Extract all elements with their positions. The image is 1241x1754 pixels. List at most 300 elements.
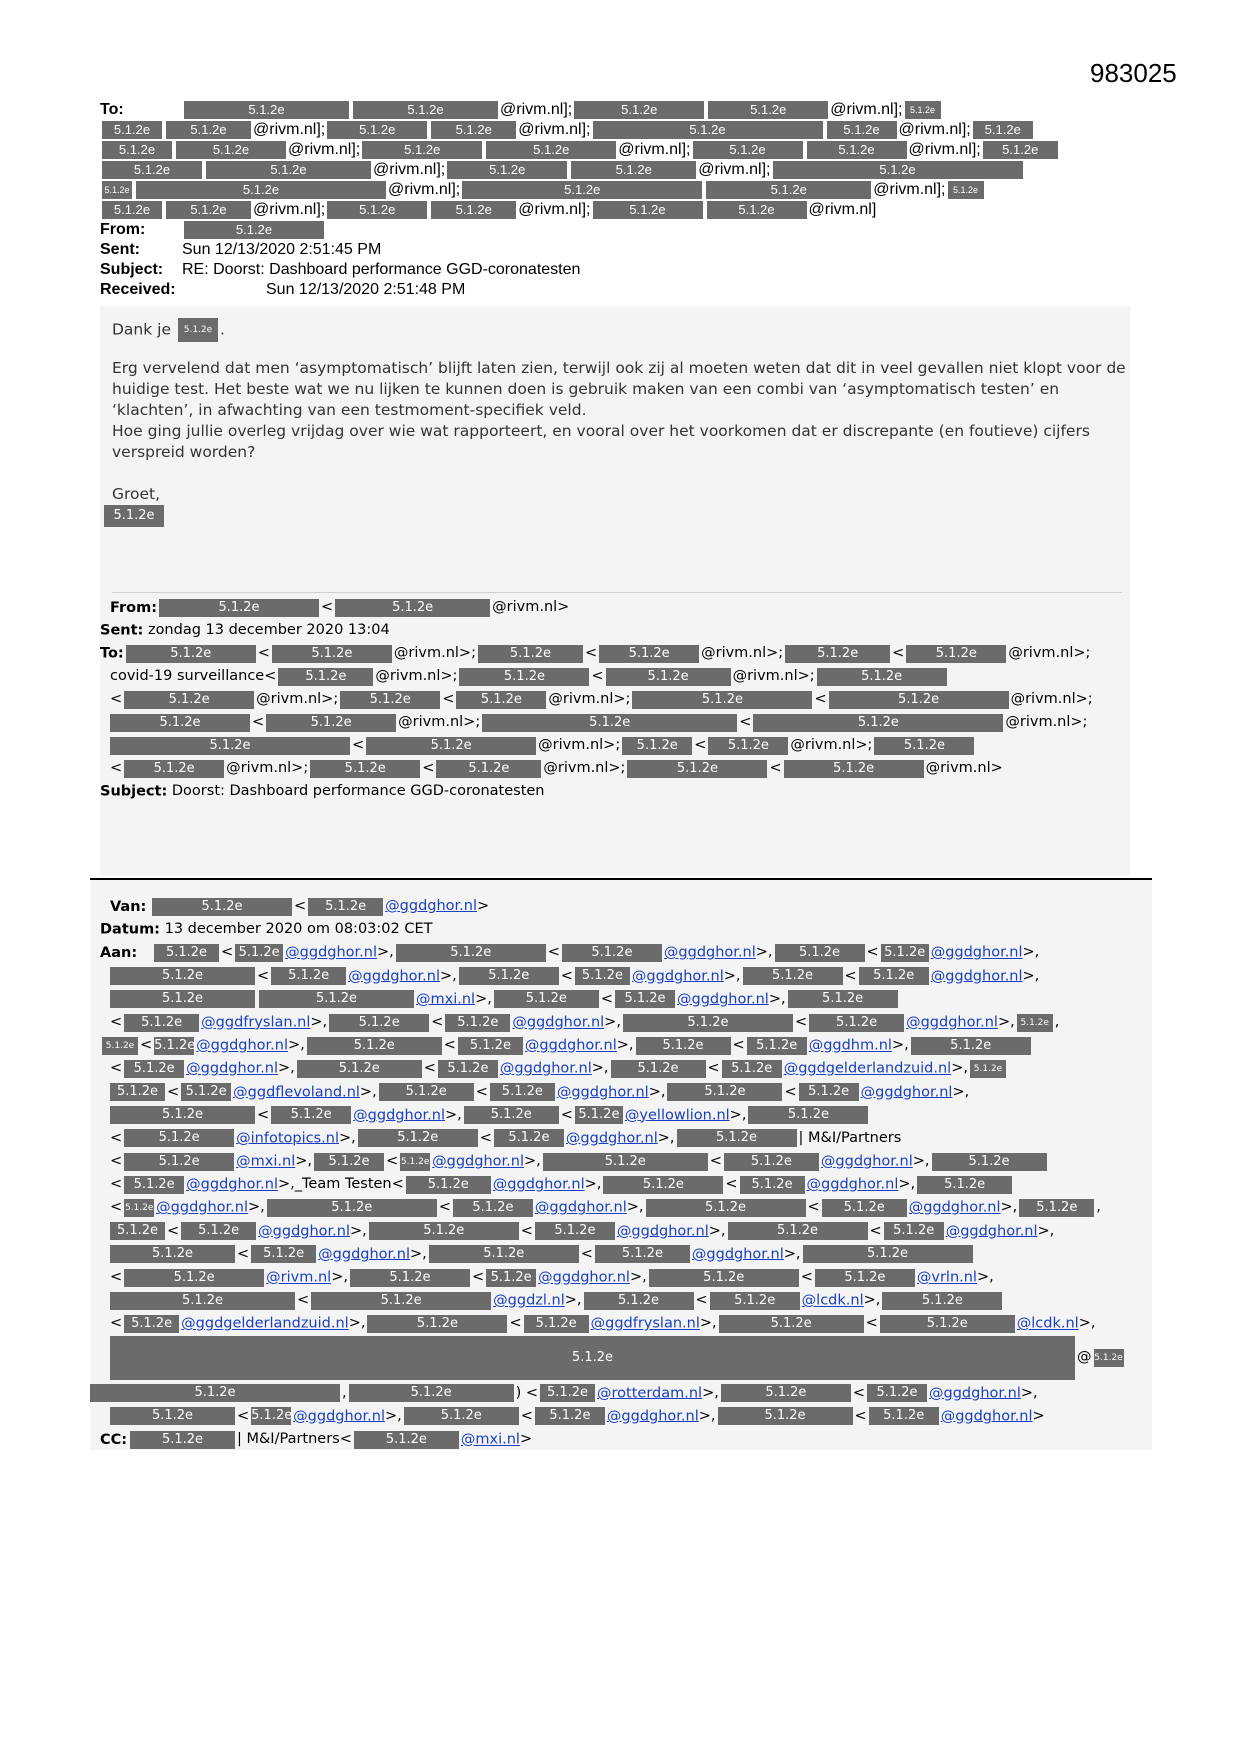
redaction: 5.1.2e	[358, 1129, 478, 1147]
email-link[interactable]: @ggdghor.nl	[524, 1037, 617, 1054]
redaction: 5.1.2e	[110, 967, 255, 985]
fwd-subject-value: Doorst: Dashboard performance GGD-coronatesten	[171, 783, 545, 799]
redaction: 5.1.2e	[102, 121, 162, 139]
covid-surveillance: covid-19 surveillance	[110, 668, 265, 684]
redaction: 5.1.2e	[575, 967, 630, 985]
redaction: 5.1.2e	[311, 1292, 491, 1310]
redaction: 5.1.2e	[159, 599, 319, 617]
redaction: 5.1.2e	[721, 1384, 851, 1402]
redaction: 5.1.2e	[494, 1129, 564, 1147]
redaction: 5.1.2e	[524, 1315, 589, 1333]
redaction: 5.1.2e	[869, 1407, 939, 1425]
email-link[interactable]: @ggdghor.nl	[616, 1223, 709, 1240]
redaction: 5.1.2e	[911, 1037, 1031, 1055]
redaction: 5.1.2e	[584, 1292, 694, 1310]
redaction: 5.1.2e	[1094, 1349, 1124, 1367]
redaction: 5.1.2e	[708, 101, 828, 119]
fwd-from-line: From: 5.1.2e < 5.1.2e @rivm.nl>	[100, 596, 1130, 619]
message-paragraph	[112, 358, 1132, 463]
aan-line: 5.1.2e < 5.1.2e@ggdghor.nl>, 5.1.2e < 5.1.2e @ggdghor.nl>, 5.1.2e < 5.1.2e @ggdhm.nl>, 5.1.2e	[100, 1034, 1150, 1057]
to-line	[100, 160, 1130, 180]
redaction: 5.1.2e	[603, 1176, 723, 1194]
redaction: 5.1.2e	[102, 181, 132, 199]
aan-line: 5.1.2e 5.1.2e @mxi.nl>, 5.1.2e < 5.1.2e @ggdghor.nl>, 5.1.2e	[100, 988, 1150, 1011]
team-testen: _Team Testen	[294, 1176, 392, 1193]
redaction: 5.1.2e	[646, 1199, 806, 1217]
redaction: 5.1.2e	[881, 944, 929, 962]
redaction: 5.1.2e	[447, 161, 567, 179]
redaction: 5.1.2e	[718, 1407, 853, 1425]
redaction: 5.1.2e	[362, 141, 482, 159]
redaction: 5.1.2e	[178, 318, 218, 342]
redaction: 5.1.2e	[340, 691, 440, 709]
redaction: 5.1.2e	[152, 898, 292, 916]
redaction: 5.1.2e	[482, 714, 737, 732]
redaction: 5.1.2e	[367, 1315, 507, 1333]
to-line	[100, 200, 1130, 220]
redaction: 5.1.2e	[575, 1106, 623, 1124]
redaction: 5.1.2e	[535, 1407, 605, 1425]
redaction: 5.1.2e	[615, 990, 675, 1008]
email-link[interactable]: @ggdghor.nl	[285, 944, 377, 961]
redaction: 5.1.2e	[353, 101, 498, 119]
van-label: Van:	[110, 898, 147, 915]
redaction: 5.1.2e	[459, 967, 559, 985]
redaction: 5.1.2e	[181, 1222, 256, 1240]
email-link[interactable]: @rotterdam.nl	[597, 1385, 703, 1402]
fwd-to-line: < 5.1.2e @rivm.nl>; 5.1.2e < 5.1.2e @rivm.nl>; 5.1.2e < 5.1.2e @rivm.nl>;	[100, 688, 1130, 711]
redaction: 5.1.2e	[623, 1014, 793, 1032]
email-link[interactable]: @ggdghor.nl	[676, 991, 769, 1008]
redaction: 5.1.2e	[124, 1269, 264, 1287]
redaction: 5.1.2e	[807, 141, 907, 159]
redaction: 5.1.2e	[327, 201, 427, 219]
email-link[interactable]: @ggdghor.nl	[492, 1176, 585, 1193]
email-link[interactable]: @ggdghor.nl	[385, 898, 477, 914]
sent-value: Sun 12/13/2020 2:51:45 PM	[182, 241, 382, 258]
redaction: 5.1.2e	[983, 141, 1058, 159]
van-line: Van: 5.1.2e < 5.1.2e @ggdghor.nl>	[100, 895, 1150, 918]
redaction: 5.1.2e	[329, 1014, 429, 1032]
redaction: 5.1.2e	[126, 645, 256, 663]
redaction: 5.1.2e	[110, 1407, 235, 1425]
email-link[interactable]: @ggdghor.nl	[606, 1408, 699, 1425]
received-label: Received:	[100, 281, 176, 299]
redaction: 5.1.2e	[462, 181, 702, 199]
email-link[interactable]: @ggdghor.nl	[512, 1014, 605, 1031]
to-label: To:	[100, 101, 124, 119]
rivm-domain: @rivm.nl];	[388, 181, 461, 198]
redaction: 5.1.2e	[124, 1129, 234, 1147]
redaction: 5.1.2e	[708, 737, 788, 755]
redaction: 5.1.2e	[622, 737, 692, 755]
redaction: 5.1.2e	[917, 1176, 1012, 1194]
redaction: 5.1.2e	[102, 141, 172, 159]
redaction: 5.1.2e	[540, 1384, 595, 1402]
email-link[interactable]: @ggdghor.nl	[663, 944, 756, 961]
fwd-subject-line	[100, 780, 1130, 803]
rivm-domain: @rivm.nl];	[830, 101, 903, 118]
redaction: 5.1.2e	[102, 201, 162, 219]
rivm-domain: @rivm.nl>;	[256, 691, 339, 707]
redaction: 5.1.2e	[905, 101, 941, 119]
aan-line: < 5.1.2e @ggdghor.nl>, 5.1.2e < 5.1.2e @ggdghor.nl>, 5.1.2e < 5.1.2e @ggdghor.nl>, 5.1.2e ,	[110, 1199, 1101, 1217]
redaction: 5.1.2e	[827, 121, 897, 139]
redaction: 5.1.2e	[490, 1083, 555, 1101]
redaction: 5.1.2e	[458, 1037, 523, 1055]
email-link[interactable]: @ggdghor.nl	[691, 1246, 784, 1263]
redaction: 5.1.2e	[874, 737, 974, 755]
fwd-from-domain: @rivm.nl>	[492, 599, 570, 615]
redaction: 5.1.2e	[728, 1222, 868, 1240]
fwd-to-label: To:	[100, 645, 124, 662]
redaction: 5.1.2e	[366, 737, 536, 755]
redaction: 5.1.2e	[272, 645, 392, 663]
fwd-sent-label: Sent:	[100, 622, 144, 639]
redaction: 5.1.2e	[799, 1083, 859, 1101]
redaction: 5.1.2e	[593, 201, 703, 219]
redaction: 5.1.2e	[1017, 1014, 1053, 1032]
cc-line: CC: 5.1.2e | M&I/Partners< 5.1.2e @mxi.nl>	[100, 1428, 1150, 1451]
aan-line: 5.1.2e < 5.1.2e @ggdghor.nl>, 5.1.2e < 5.1.2e @yellowlion.nl>, 5.1.2e	[100, 1104, 1150, 1127]
redaction: 5.1.2e	[206, 161, 371, 179]
redaction: 5.1.2e	[110, 1083, 165, 1101]
fwd-to-line: covid-19 surveillance< 5.1.2e @rivm.nl>; 5.1.2e < 5.1.2e @rivm.nl>; 5.1.2e	[100, 665, 1130, 688]
redaction: 5.1.2e	[932, 1153, 1047, 1171]
redaction: 5.1.2e	[829, 691, 1009, 709]
subject-line	[100, 260, 1130, 280]
redaction: 5.1.2e	[251, 1408, 293, 1424]
redaction: 5.1.2e	[606, 668, 731, 686]
redaction: 5.1.2e	[706, 181, 871, 199]
divider	[112, 592, 1122, 593]
rivm-domain: @rivm.nl>;	[1005, 714, 1088, 730]
redaction: 5.1.2e	[271, 1106, 351, 1124]
email-link[interactable]: @mxi.nl	[416, 991, 476, 1008]
rivm-domain: @rivm.nl>;	[1010, 691, 1093, 707]
to-line	[100, 100, 1130, 120]
email-link[interactable]: @ggdghor.nl	[538, 1269, 630, 1286]
email-link[interactable]: @ggdghor.nl	[432, 1153, 524, 1170]
email-link[interactable]: @infotopics.nl	[236, 1130, 339, 1147]
redaction: 5.1.2e	[478, 645, 583, 663]
email-link[interactable]: @vrln.nl	[916, 1269, 977, 1286]
aan-line: < 5.1.2e @infotopics.nl>, 5.1.2e < 5.1.2e @ggdghor.nl>, 5.1.2e | M&I/Partners	[100, 1127, 1150, 1150]
redaction: 5.1.2e	[102, 161, 202, 179]
rivm-domain: @rivm.nl];	[373, 161, 446, 178]
rivm-domain: @rivm.nl];	[288, 141, 361, 158]
aan-line: < 5.1.2e @rivm.nl>, 5.1.2e < 5.1.2e @ggdghor.nl>, 5.1.2e < 5.1.2e @vrln.nl>,	[110, 1269, 994, 1286]
redaction: 5.1.2e	[1019, 1199, 1094, 1217]
fwd-sent-value: zondag 13 december 2020 13:04	[147, 622, 390, 638]
aan-line: 5.1.2e , 5.1.2e ) < 5.1.2e @rotterdam.nl>, 5.1.2e < 5.1.2e @ggdghor.nl>,	[100, 1382, 1150, 1405]
redaction: 5.1.2e	[453, 1199, 533, 1217]
email-link[interactable]: @ggdghor.nl	[293, 1408, 385, 1425]
email-link[interactable]: @ggdghor.nl	[156, 1200, 248, 1217]
redaction: 5.1.2e	[880, 1315, 1015, 1333]
email-link[interactable]: @ggdghor.nl	[860, 1084, 953, 1101]
redaction: 5.1.2e	[636, 1037, 731, 1055]
document-number: 983025	[1090, 58, 1177, 88]
rivm-domain: @rivm.nl>	[925, 760, 1003, 776]
rivm-domain: @rivm.nl>;	[732, 668, 815, 684]
redaction: 5.1.2e	[181, 1083, 231, 1101]
redaction: 5.1.2e	[90, 1384, 340, 1402]
fwd-to-line: To: 5.1.2e < 5.1.2e @rivm.nl>; 5.1.2e < 5.1.2e @rivm.nl>; 5.1.2e < 5.1.2e @rivm.nl>;	[100, 642, 1130, 665]
redaction: 5.1.2e	[535, 1222, 615, 1240]
email-link[interactable]: @rivm.nl	[266, 1269, 332, 1286]
sent-line	[100, 240, 1130, 260]
redaction: 5.1.2e	[327, 121, 427, 139]
aan-line: 5.1.2e < 5.1.2e @ggdghor.nl>, 5.1.2e < 5.1.2e @ggdghor.nl>, 5.1.2e	[100, 1243, 1150, 1266]
rivm-domain: @rivm.nl];	[500, 101, 573, 118]
rivm-domain: @rivm.nl>;	[790, 737, 873, 753]
rivm-domain: @rivm.nl]	[808, 201, 877, 218]
email-link[interactable]: @ggdghor.nl	[348, 968, 440, 985]
redaction: 5.1.2e	[310, 760, 420, 778]
redaction: 5.1.2e	[627, 760, 767, 778]
sent-label: Sent:	[100, 241, 140, 259]
redaction: 5.1.2e	[124, 1060, 184, 1078]
redaction: 5.1.2e	[124, 760, 224, 778]
email-link[interactable]: @ggdzl.nl	[493, 1292, 565, 1309]
redaction: 5.1.2e	[259, 990, 414, 1008]
redaction: 5.1.2e	[973, 121, 1033, 139]
rivm-domain: @rivm.nl];	[908, 141, 981, 158]
redaction: 5.1.2e	[747, 1037, 807, 1055]
rivm-domain: @rivm.nl];	[618, 141, 691, 158]
redaction: 5.1.2e	[724, 1153, 819, 1171]
redaction: 5.1.2e	[308, 898, 383, 916]
redaction: 5.1.2e	[396, 944, 546, 962]
redaction: 5.1.2e	[369, 1222, 519, 1240]
email-link[interactable]: @ggdghor.nl	[534, 1200, 627, 1217]
fwd-to-line: 5.1.2e < 5.1.2e @rivm.nl>; 5.1.2e < 5.1.2e @rivm.nl>;	[100, 711, 1130, 734]
redaction: 5.1.2e	[124, 1199, 154, 1217]
from-line	[100, 220, 1130, 240]
rivm-domain: @rivm.nl>;	[398, 714, 481, 730]
redaction: 5.1.2e	[350, 1269, 470, 1287]
aan-line: < 5.1.2e @ggdgelderlandzuid.nl>, 5.1.2e < 5.1.2e @ggdfryslan.nl>, 5.1.2e < 5.1.2e @lcdk.nl>,	[110, 1315, 1096, 1332]
redaction: 5.1.2e	[948, 181, 984, 199]
received-value: Sun 12/13/2020 2:51:48 PM	[266, 281, 466, 298]
aan-line: < 5.1.2e @mxi.nl>, 5.1.2e < 5.1.2e @ggdghor.nl>, 5.1.2e < 5.1.2e @ggdghor.nl>, 5.1.2e	[100, 1150, 1150, 1173]
rivm-domain: @rivm.nl>;	[1008, 645, 1091, 661]
fwd-to-line: 5.1.2e < 5.1.2e @rivm.nl>; 5.1.2e < 5.1.2e @rivm.nl>; 5.1.2e	[100, 734, 1130, 757]
email-link[interactable]: @ggdghor.nl	[929, 1385, 1021, 1402]
redaction: 5.1.2e	[404, 1407, 519, 1425]
email-link[interactable]: @ggdghor.nl	[945, 1223, 1038, 1240]
email-link[interactable]: @ggdghor.nl	[186, 1060, 278, 1077]
redaction: 5.1.2e	[822, 1199, 907, 1217]
redaction: 5.1.2e	[235, 944, 283, 962]
redaction: 5.1.2e	[743, 967, 843, 985]
email-link[interactable]: @ggdghor.nl	[908, 1200, 1001, 1217]
email-link[interactable]: @ggdghor.nl	[820, 1153, 913, 1170]
redaction: 5.1.2e	[110, 714, 250, 732]
email-link[interactable]: @ggdghor.nl	[499, 1060, 592, 1077]
rivm-domain: @rivm.nl];	[698, 161, 771, 178]
redaction: 5.1.2e	[906, 645, 1006, 663]
subject-value: RE: Doorst: Dashboard performance GGD-coronatesten	[182, 261, 581, 278]
redaction: 5.1.2e	[593, 121, 823, 139]
email-link[interactable]: @ggdghor.nl	[930, 968, 1023, 985]
redaction: 5.1.2e	[110, 1222, 165, 1240]
redaction: 5.1.2e	[110, 737, 350, 755]
email-link[interactable]: @ggdhm.nl	[808, 1037, 892, 1054]
aan-line: Aan: 5.1.2e < 5.1.2e @ggdghor.nl>, 5.1.2e < 5.1.2e @ggdghor.nl>, 5.1.2e < 5.1.2e @ggdghor.nl>,	[100, 941, 1150, 964]
received-line	[100, 280, 1130, 300]
redaction: 5.1.2e	[803, 1245, 973, 1263]
email-link[interactable]: @ggdgelderlandzuid.nl	[181, 1315, 349, 1332]
redaction: 5.1.2e	[166, 201, 251, 219]
redaction: 5.1.2e	[632, 691, 812, 709]
email-link[interactable]: @mxi.nl	[236, 1153, 296, 1170]
rivm-domain: @rivm.nl];	[898, 121, 971, 138]
message-question: Hoe ging jullie overleg vrijdag over wie wat rapporteert, en vooral over het voorkomen dat er discrepante (en foutieve) cijfers verspreid worden?	[112, 422, 1090, 461]
redaction: 5.1.2e	[740, 1176, 805, 1194]
email-link[interactable]: @ggdghor.nl	[930, 944, 1023, 961]
email-header	[100, 100, 1130, 300]
cc-label: CC:	[100, 1431, 128, 1448]
closing: Groet,	[112, 485, 161, 503]
from-label: From:	[100, 221, 146, 238]
redaction: 5.1.2e	[719, 1315, 864, 1333]
redaction: 5.1.2e	[486, 1269, 536, 1287]
rivm-domain: @rivm.nl>;	[393, 645, 476, 661]
redaction: 5.1.2e	[110, 1245, 235, 1263]
redaction: 5.1.2e	[494, 990, 599, 1008]
redaction: 5.1.2e	[817, 668, 947, 686]
email-link[interactable]: @ggdghor.nl	[631, 968, 724, 985]
email-link[interactable]: @ggdghor.nl	[186, 1176, 278, 1193]
redaction: 5.1.2e	[574, 101, 704, 119]
to-line	[100, 140, 1130, 160]
redaction: 5.1.2e	[184, 101, 349, 119]
email-link[interactable]: @ggdflevoland.nl	[233, 1084, 360, 1101]
redaction: 5.1.2e	[859, 967, 929, 985]
redaction: 5.1.2e	[124, 1315, 179, 1333]
email-link[interactable]: @ggdghor.nl	[940, 1408, 1033, 1425]
redaction: 5.1.2e	[354, 1431, 459, 1449]
redaction: 5.1.2e	[884, 1222, 944, 1240]
datum-value: 13 december 2020 om 08:03:02 CET	[164, 921, 433, 938]
redaction: 5.1.2e	[110, 990, 255, 1008]
email-link[interactable]: @ggdghor.nl	[806, 1176, 899, 1193]
redaction: 5.1.2e	[400, 1153, 430, 1171]
redaction: 5.1.2e	[486, 141, 616, 159]
email-link[interactable]: @ggdghor.nl	[196, 1037, 288, 1054]
rivm-domain: @rivm.nl];	[253, 121, 326, 138]
redaction: 5.1.2e	[571, 161, 696, 179]
redaction: 5.1.2e	[753, 714, 1003, 732]
redaction: 5.1.2e	[599, 645, 699, 663]
email-link[interactable]: @ggdghor.nl	[318, 1246, 410, 1263]
fwd-subject-label: Subject:	[100, 783, 168, 800]
redaction: 5.1.2e	[136, 181, 386, 199]
redaction: 5.1.2e	[436, 760, 541, 778]
aan-line: 5.1.2e < 5.1.2e@ggdghor.nl>, 5.1.2e < 5.1.2e @ggdghor.nl>, 5.1.2e < 5.1.2e @ggdghor.nl>	[100, 1405, 1150, 1428]
redaction: 5.1.2e	[543, 1153, 708, 1171]
redaction: 5.1.2e	[784, 760, 924, 778]
redaction: 5.1.2e	[815, 1269, 915, 1287]
aan-line: < 5.1.2e @ggdfryslan.nl>, 5.1.2e < 5.1.2e @ggdghor.nl>, 5.1.2e < 5.1.2e @ggdghor.nl>, 5.1.2e ,	[110, 1013, 1060, 1031]
email-link[interactable]: @ggdgelderlandzuid.nl	[783, 1060, 952, 1077]
redaction: 5.1.2e	[882, 1292, 1002, 1310]
rivm-domain: @rivm.nl];	[518, 201, 591, 218]
redaction: 5.1.2e	[775, 944, 865, 962]
redaction: 5.1.2e	[456, 691, 546, 709]
rivm-domain: @rivm.nl>;	[226, 760, 309, 776]
email-link[interactable]: @ggdghor.nl	[258, 1223, 350, 1240]
redaction: 5.1.2e	[184, 221, 324, 239]
redaction: 5.1.2e	[297, 1060, 422, 1078]
rivm-domain: @rivm.nl>;	[701, 645, 784, 661]
redaction: 5.1.2e	[104, 505, 164, 527]
email-link[interactable]: @ggdfryslan.nl	[590, 1315, 700, 1332]
redaction: 5.1.2e	[438, 1060, 498, 1078]
to-line	[100, 180, 1130, 200]
redaction: 5.1.2e	[429, 1245, 579, 1263]
aan-line: < 5.1.2e @ggdghor.nl>, 5.1.2e < 5.1.2e @ggdghor.nl>, 5.1.2e < 5.1.2e @ggdgelderlandzuid.nl>, 5.1.2e	[100, 1057, 1150, 1080]
redaction: 5.1.2e	[307, 1037, 442, 1055]
redaction: 5.1.2e	[406, 1176, 491, 1194]
email-link[interactable]: @lcdk.nl	[1016, 1315, 1079, 1332]
aan-line: 5.1.2e @ 5.1.2e	[100, 1336, 1150, 1382]
redaction: 5.1.2e	[267, 1199, 437, 1217]
mi-partners: | M&I/Partners	[798, 1129, 902, 1146]
redaction: 5.1.2e	[611, 1060, 706, 1078]
redaction: 5.1.2e	[667, 1083, 782, 1101]
aan-line: 5.1.2e < 5.1.2e @ggdghor.nl>, 5.1.2e < 5.1.2e @ggdghor.nl>, 5.1.2e < 5.1.2e @ggdghor.nl>,	[100, 1220, 1150, 1243]
email-link[interactable]: @ggdghor.nl	[353, 1107, 445, 1124]
redaction: 5.1.2e	[314, 1153, 384, 1171]
redaction: 5.1.2e	[431, 121, 516, 139]
message-body: Dank je 5.1.2e . Erg vervelend dat men ‘asymptomatisch’ blijft laten zien, terwijl ook zij al moeten weten dat dit in veel gevallen niet klopt voor de huidige test. Het beste wat we nu lijken te kunnen doen is gebruik maken van een combi van ‘asymptomatisch testen’ en ‘klachten’, in afwachting van een testmoment-specifiek veld. Hoe ging jullie overleg vrijdag over wie wat rapporteert, en vooral over het voorkomen dat er discrepante (en foutieve) cijfers verspreid worden? Groet, 5.1.2e	[112, 318, 1142, 527]
redaction: 5.1.2e	[379, 1083, 474, 1101]
email-link[interactable]: @lcdk.nl	[801, 1292, 864, 1309]
rivm-domain: @rivm.nl];	[253, 201, 326, 218]
rivm-domain: @rivm.nl];	[518, 121, 591, 138]
rivm-domain: @rivm.nl>;	[548, 691, 631, 707]
email-link[interactable]: @ggdghor.nl	[565, 1130, 658, 1147]
email-link[interactable]: @ggdghor.nl	[906, 1014, 998, 1031]
redaction: 5.1.2e	[431, 201, 516, 219]
email-link[interactable]: @yellowlion.nl	[624, 1107, 730, 1124]
datum-label: Datum:	[100, 921, 160, 938]
redaction: 5.1.2e	[562, 944, 662, 962]
redaction: 5.1.2e	[110, 1106, 255, 1124]
redaction: 5.1.2e	[124, 1153, 234, 1171]
redaction: 5.1.2e	[251, 1245, 316, 1263]
aan-line: 5.1.2e < 5.1.2e @ggdzl.nl>, 5.1.2e < 5.1.2e @lcdk.nl>, 5.1.2e	[100, 1289, 1150, 1312]
email-link[interactable]: @ggdfryslan.nl	[201, 1014, 311, 1031]
rivm-domain: @rivm.nl>;	[375, 668, 458, 684]
redaction: 5.1.2e	[809, 1014, 904, 1032]
redaction: 5.1.2e	[102, 1037, 138, 1055]
aan-line: < 5.1.2e @ggdghor.nl>,_Team Testen< 5.1.2e @ggdghor.nl>, 5.1.2e < 5.1.2e @ggdghor.nl>, 5.1.2e	[100, 1173, 1150, 1196]
email-link[interactable]: @ggdghor.nl	[556, 1084, 649, 1101]
rivm-domain: @rivm.nl>;	[538, 737, 621, 753]
redaction: 5.1.2e	[349, 1384, 514, 1402]
email-link[interactable]: @mxi.nl	[460, 1431, 520, 1448]
redaction: 5.1.2e	[693, 141, 803, 159]
fwd-from-label: From:	[110, 599, 157, 616]
fwd-to-line: < 5.1.2e @rivm.nl>; 5.1.2e < 5.1.2e @rivm.nl>; 5.1.2e < 5.1.2e @rivm.nl>	[100, 757, 1130, 780]
redaction: 5.1.2e	[722, 1060, 782, 1078]
redaction: 5.1.2e	[124, 1014, 199, 1032]
redaction: 5.1.2e	[707, 201, 807, 219]
